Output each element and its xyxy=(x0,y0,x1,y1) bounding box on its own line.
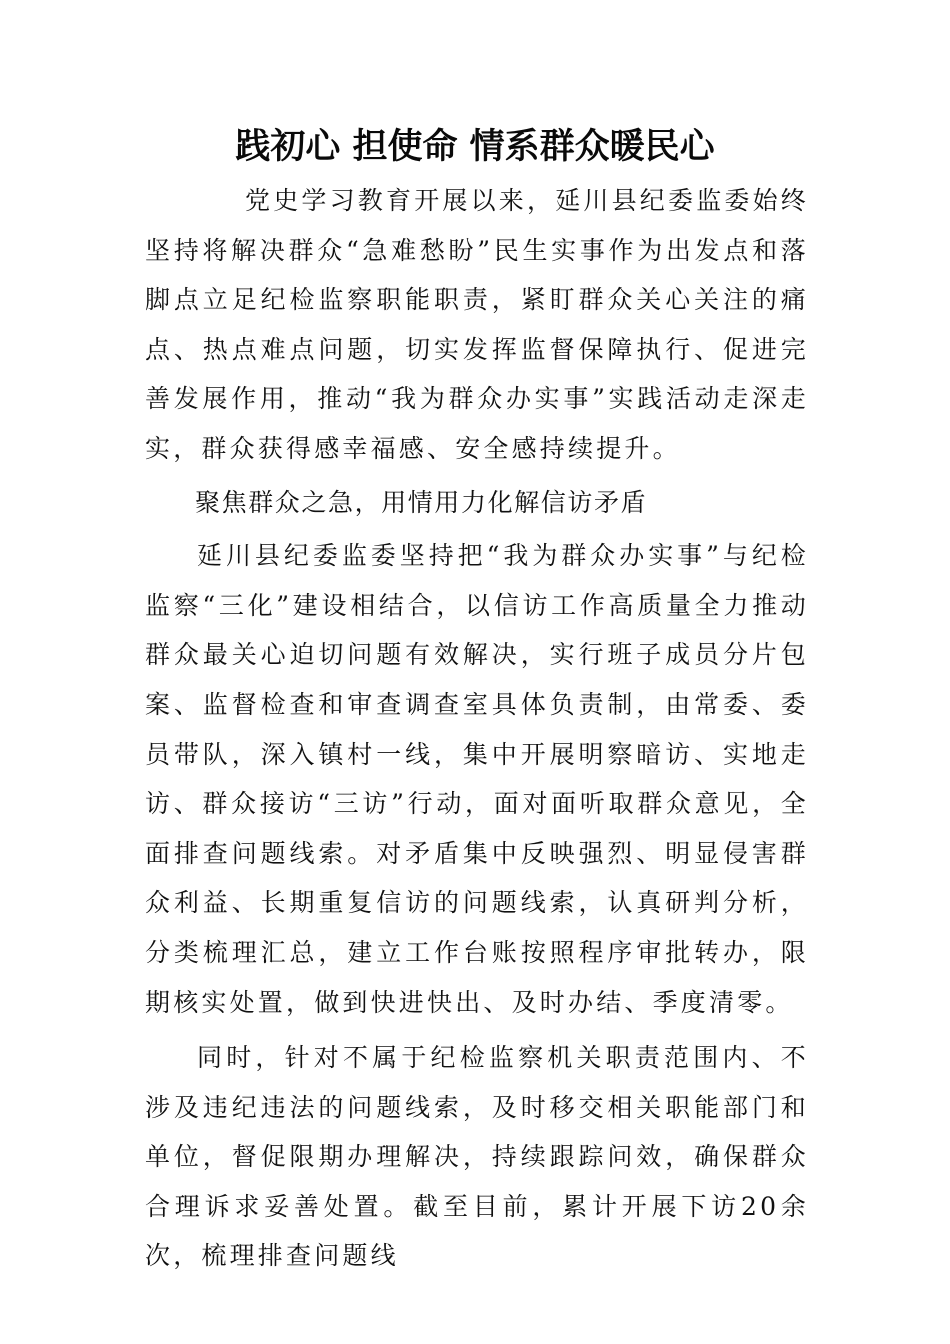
document-body xyxy=(145,176,809,1281)
intro-paragraph: 党史学习教育开展以来，延川县纪委监委始终坚持将解决群众“急难愁盼”民生实事作为出发点和落脚点立足纪检监察职能职责，紧盯群众关心关注的痛点、热点难点问题，切实发挥监督保障执行、促进完善发展作用，推动“我为群众办实事”实践活动走深走实，群众获得感幸福感、安全感持续提升。 xyxy=(145,186,810,463)
closing-paragraph: 同时，针对不属于纪检监察机关职责范围内、不涉及违纪违法的问题线索，及时移交相关职能部门和单位，督促限期办理解决，持续跟踪问效，确保群众合理诉求妥善处置。截至目前，累计开展下访20余次，梳理排查问题线 xyxy=(145,1043,809,1271)
section-body-paragraph: 延川县纪委监委坚持把“我为群众办实事”与纪检监察“三化”建设相结合，以信访工作高质量全力推动群众最关心迫切问题有效解决，实行班子成员分片包案、监督检查和审查调查室具体负责制，由常委、委员带队，深入镇村一线，集中开展明察暗访、实地走访、群众接访“三访”行动，面对面听取群众意见，全面排查问题线索。对矛盾集中反映强烈、明显侵害群众利益、长期重复信访的问题线索，认真研判分析，分类梳理汇总，建立工作台账按照程序审批转办，限期核实处置，做到快进快出、及时办结、季度清零。 xyxy=(145,541,809,1017)
document-title: 践初心 担使命 情系群众暖民心 xyxy=(235,126,715,167)
section-heading: 聚焦群众之急，用情用力化解信访矛盾 xyxy=(195,487,648,517)
